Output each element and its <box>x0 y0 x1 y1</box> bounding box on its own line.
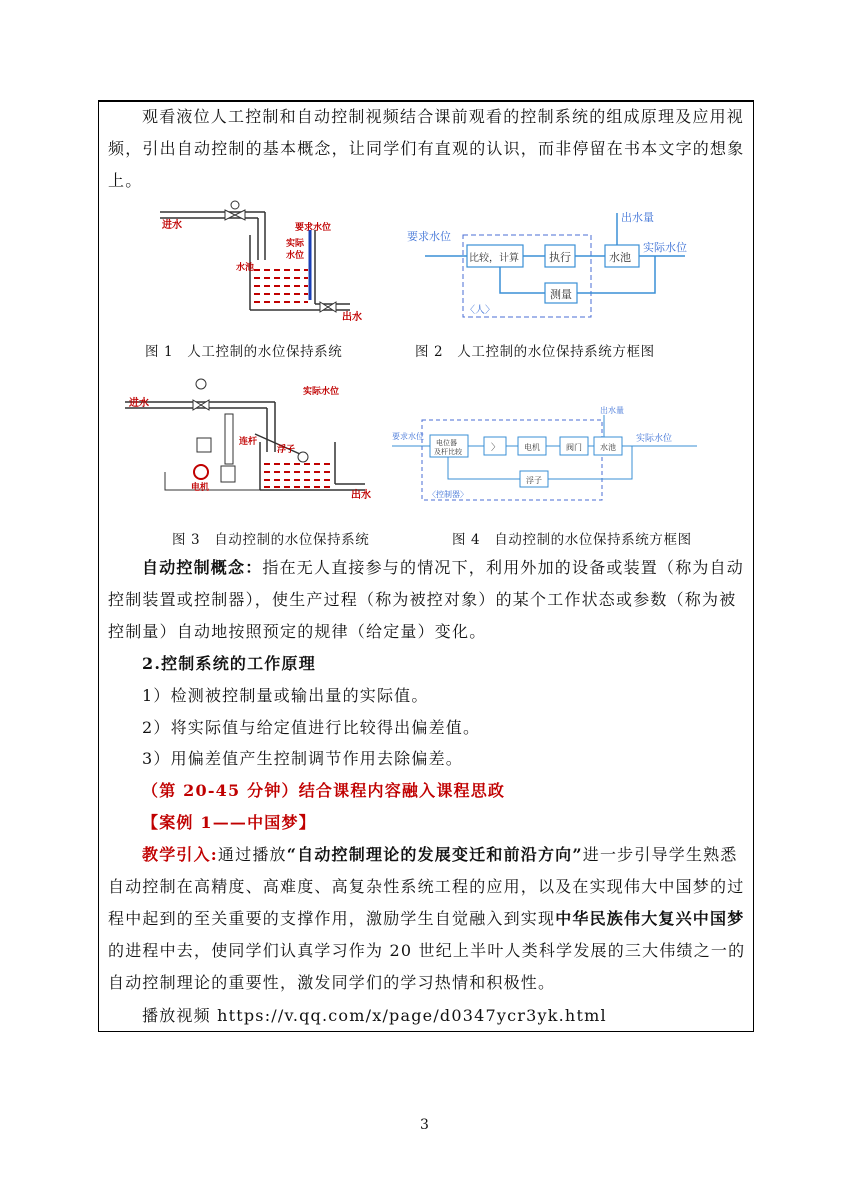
figure-1-caption: 图 1 人工控制的水位保持系统 <box>145 344 343 360</box>
fig1-actual-label-1: 实际 <box>286 239 305 249</box>
fig3-float-label: 浮子 <box>277 445 296 455</box>
fig1-actual-label-2: 水位 <box>286 251 305 261</box>
fig1-outlet-label: 出水 <box>342 312 362 323</box>
concept-label: 自动控制概念： <box>142 558 263 577</box>
teaching-dream: 中华民族伟大复兴中国梦 <box>555 909 745 928</box>
principle-item-1: 1）检测被控制量或输出量的实际值。 <box>142 686 429 705</box>
fig4-pool-block: 水池 <box>600 443 616 452</box>
fig3-outlet-label: 出水 <box>351 490 371 501</box>
figure-4-caption: 图 4 自动控制的水位保持系统方框图 <box>452 532 692 548</box>
figure-3-caption: 图 3 自动控制的水位保持系统 <box>172 532 370 548</box>
teaching-text-1: 通过播放 <box>217 845 287 864</box>
figure-2-caption: 图 2 人工控制的水位保持系统方框图 <box>415 344 655 360</box>
fig4-output-label: 实际水位 <box>636 434 673 444</box>
video-link[interactable]: 播放视频 https://v.qq.com/x/page/d0347ycr3yk.html <box>142 1006 607 1025</box>
fig3-actual-label: 实际水位 <box>303 387 340 397</box>
teaching-paragraph <box>108 839 746 999</box>
figure-3-diagram <box>125 372 395 502</box>
principle-item-2: 2）将实际值与给定值进行比较得出偏差值。 <box>142 718 481 737</box>
fig3-motor-label: 电机 <box>191 483 210 493</box>
principle-heading: 2.控制系统的工作原理 <box>142 654 316 673</box>
fig4-motor-block: 电机 <box>524 443 540 452</box>
fig4-valve-block: 阀门 <box>566 443 582 452</box>
fig4-float-block: 浮子 <box>526 476 542 485</box>
fig4-potentiometer-block: 电位器 <box>436 439 457 447</box>
teaching-quote: “自动控制理论的发展变迁和前沿方向” <box>286 845 583 864</box>
fig4-controller-label: 〈控制器〉 <box>428 490 468 499</box>
fig2-execute-block: 执行 <box>549 251 571 264</box>
fig4-comparator-block: 及杆比较 <box>434 448 462 456</box>
teaching-text-3: 的进程中去，使同学们认真学习作为 20 世纪上半叶人类科学发展的三大伟绩之一的自动控制理论的重要性，激发同学们的学习热情和积极性。 <box>108 941 746 992</box>
fig2-pool-block: 水池 <box>609 251 631 264</box>
fig1-inlet-label: 进水 <box>162 220 182 231</box>
teaching-text-2: 进一步引导学生熟悉自动控制在高精度、高难度、高复杂性系统工程的应用，以及在实现伟大中国梦的过程中起到的至关重要的支撑作用，激励学生自觉融入到实现 <box>108 845 745 928</box>
figure-2-block-diagram <box>405 205 690 325</box>
fig1-tank-label: 水池 <box>236 263 255 273</box>
case-heading: 【案例 1——中国梦】 <box>142 813 316 832</box>
fig2-human-label: 〈人〉 <box>465 305 495 316</box>
teaching-label: 教学引入: <box>142 845 218 864</box>
principle-item-3: 3）用偏差值产生控制调节作用去除偏差。 <box>142 749 463 768</box>
section-heading: （第 20-45 分钟）结合课程内容融入课程思政 <box>142 781 506 800</box>
page-number: 3 <box>420 1117 429 1133</box>
fig4-outflow-label: 出水量 <box>600 406 624 415</box>
fig4-input-label: 要求水位 <box>392 432 424 441</box>
figure-1-diagram <box>150 200 370 330</box>
concept-text: 指在无人直接参与的情况下，利用外加的设备或装置（称为自动控制装置或控制器），使生产过程（称为被控对象）的某个工作状态或参数（称为被控制量）自动地按照预定的规律（给定量）变化。 <box>108 558 745 641</box>
fig3-rod-label: 连杆 <box>239 437 258 447</box>
fig2-input-label: 要求水位 <box>407 230 451 243</box>
concept-paragraph <box>108 552 746 648</box>
intro-paragraph: 观看液位人工控制和自动控制视频结合课前观看的控制系统的组成原理及应用视频，引出自动控制的基本概念，让同学们有直观的认识，而非停留在书本文字的想象上。 <box>108 107 745 190</box>
fig2-compare-block: 比较，计算 <box>469 253 519 264</box>
fig2-output-label: 实际水位 <box>643 241 687 254</box>
fig4-amp-block: 〉 <box>491 443 501 453</box>
figure-4-block-diagram <box>392 405 702 505</box>
fig2-measure-block: 测量 <box>550 288 572 301</box>
fig1-target-label: 要求水位 <box>295 223 332 233</box>
fig3-inlet-label: 进水 <box>129 398 149 409</box>
fig2-outflow-label: 出水量 <box>621 211 654 224</box>
